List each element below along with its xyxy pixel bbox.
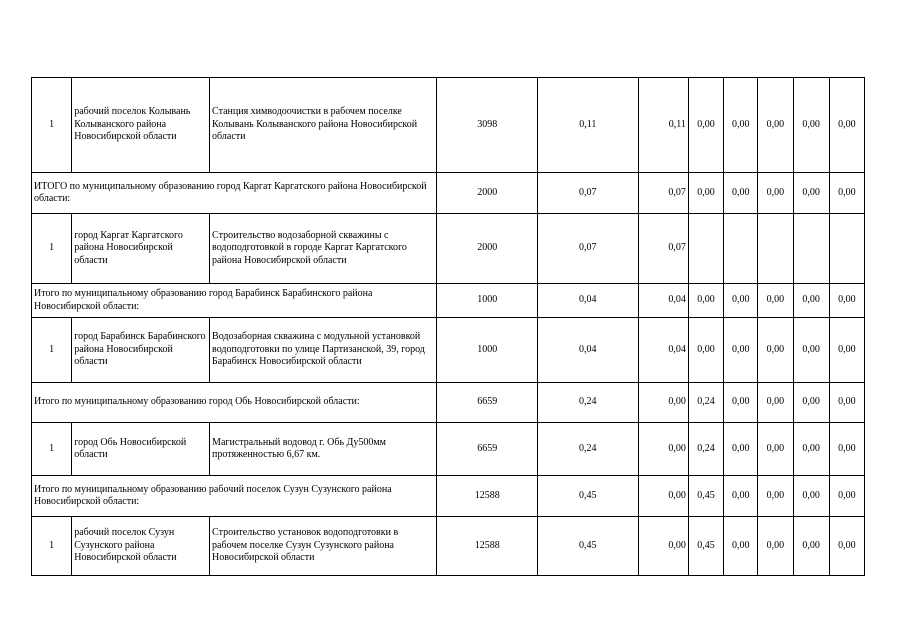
capacity-cell: 12588 — [437, 476, 538, 517]
municipality-cell: город Каргат Каргатского района Новосибирской области — [72, 214, 210, 284]
table-row — [32, 517, 865, 576]
year-1-cell: 0,07 — [638, 173, 688, 214]
row-number: 1 — [32, 318, 72, 383]
capacity-cell: 1000 — [437, 284, 538, 318]
year-4-cell: 0,00 — [758, 284, 793, 318]
year-3-cell: 0,00 — [724, 173, 758, 214]
municipality-cell: город Барабинск Барабинского района Новосибирской области — [72, 318, 210, 383]
table-row — [32, 78, 865, 173]
year-4-cell: 0,00 — [758, 173, 793, 214]
capacity-cell: 2000 — [437, 173, 538, 214]
municipality-cell: рабочий поселок Сузун Сузунского района Новосибирской области — [72, 517, 210, 576]
year-2-cell: 0,00 — [688, 284, 723, 318]
capacity-cell: 6659 — [437, 383, 538, 423]
cost-cell: 0,45 — [538, 476, 639, 517]
year-2-cell: 0,45 — [688, 517, 723, 576]
year-6-cell: 0,00 — [829, 476, 864, 517]
year-1-cell: 0,00 — [638, 423, 688, 476]
year-6-cell: 0,00 — [829, 383, 864, 423]
total-label: Итого по муниципальному образованию город Обь Новосибирской области: — [32, 383, 437, 423]
year-5-cell: 0,00 — [793, 383, 829, 423]
municipality-cell: город Обь Новосибирской области — [72, 423, 210, 476]
object-name-cell: Строительство установок водоподготовки в рабочем поселке Сузун Сузунского района Новосибирской области — [210, 517, 437, 576]
year-3-cell: 0,00 — [724, 284, 758, 318]
year-6-cell: 0,00 — [829, 423, 864, 476]
year-5-cell — [793, 214, 829, 284]
year-5-cell: 0,00 — [793, 284, 829, 318]
year-4-cell: 0,00 — [758, 78, 793, 173]
capacity-cell: 12588 — [437, 517, 538, 576]
total-row — [32, 284, 865, 318]
year-2-cell: 0,00 — [688, 78, 723, 173]
municipality-cell: рабочий поселок Колывань Колыванского района Новосибирской области — [72, 78, 210, 173]
year-2-cell: 0,00 — [688, 173, 723, 214]
cost-cell: 0,11 — [538, 78, 639, 173]
year-3-cell: 0,00 — [724, 318, 758, 383]
year-1-cell: 0,07 — [638, 214, 688, 284]
year-3-cell — [724, 214, 758, 284]
year-5-cell: 0,00 — [793, 318, 829, 383]
year-1-cell: 0,11 — [638, 78, 688, 173]
table-row — [32, 318, 865, 383]
year-3-cell: 0,00 — [724, 78, 758, 173]
cost-cell: 0,24 — [538, 383, 639, 423]
year-5-cell: 0,00 — [793, 78, 829, 173]
year-6-cell: 0,00 — [829, 517, 864, 576]
capacity-cell: 3098 — [437, 78, 538, 173]
object-name-cell: Станция химводоочистки в рабочем поселке Колывань Колыванского района Новосибирской области — [210, 78, 437, 173]
row-number: 1 — [32, 78, 72, 173]
cost-cell: 0,07 — [538, 173, 639, 214]
year-6-cell — [829, 214, 864, 284]
total-row — [32, 383, 865, 423]
year-4-cell — [758, 214, 793, 284]
total-row — [32, 173, 865, 214]
total-row — [32, 476, 865, 517]
row-number: 1 — [32, 214, 72, 284]
year-4-cell: 0,00 — [758, 517, 793, 576]
year-2-cell — [688, 214, 723, 284]
year-1-cell: 0,04 — [638, 318, 688, 383]
table-row — [32, 214, 865, 284]
year-1-cell: 0,00 — [638, 476, 688, 517]
year-5-cell: 0,00 — [793, 423, 829, 476]
year-6-cell: 0,00 — [829, 284, 864, 318]
year-6-cell: 0,00 — [829, 173, 864, 214]
year-3-cell: 0,00 — [724, 383, 758, 423]
total-label: ИТОГО по муниципальному образованию город Каргат Каргатского района Новосибирской области: — [32, 173, 437, 214]
row-number: 1 — [32, 423, 72, 476]
year-4-cell: 0,00 — [758, 476, 793, 517]
capacity-cell: 1000 — [437, 318, 538, 383]
year-5-cell: 0,00 — [793, 476, 829, 517]
year-2-cell: 0,24 — [688, 423, 723, 476]
year-3-cell: 0,00 — [724, 476, 758, 517]
year-6-cell: 0,00 — [829, 318, 864, 383]
year-2-cell: 0,45 — [688, 476, 723, 517]
object-name-cell: Строительство водозаборной скважины с водоподготовкой в городе Каргат Каргатского района Новосибирской области — [210, 214, 437, 284]
year-5-cell: 0,00 — [793, 517, 829, 576]
table-row — [32, 423, 865, 476]
object-name-cell: Водозаборная скважина с модульной установкой водоподготовки по улице Партизанской, 39, город Барабинск Новосибирской области — [210, 318, 437, 383]
capacity-cell: 2000 — [437, 214, 538, 284]
year-6-cell: 0,00 — [829, 78, 864, 173]
cost-cell: 0,24 — [538, 423, 639, 476]
object-name-cell: Магистральный водовод г. Обь Ду500мм протяженностью 6,67 км. — [210, 423, 437, 476]
total-label: Итого по муниципальному образованию рабочий поселок Сузун Сузунского района Новосибирской области: — [32, 476, 437, 517]
cost-cell: 0,04 — [538, 284, 639, 318]
year-4-cell: 0,00 — [758, 318, 793, 383]
year-1-cell: 0,00 — [638, 517, 688, 576]
capacity-cell: 6659 — [437, 423, 538, 476]
year-1-cell: 0,04 — [638, 284, 688, 318]
year-2-cell: 0,24 — [688, 383, 723, 423]
year-4-cell: 0,00 — [758, 383, 793, 423]
year-4-cell: 0,00 — [758, 423, 793, 476]
year-1-cell: 0,00 — [638, 383, 688, 423]
row-number: 1 — [32, 517, 72, 576]
year-3-cell: 0,00 — [724, 517, 758, 576]
total-label: Итого по муниципальному образованию город Барабинск Барабинского района Новосибирской области: — [32, 284, 437, 318]
cost-cell: 0,45 — [538, 517, 639, 576]
cost-cell: 0,07 — [538, 214, 639, 284]
program-table — [31, 77, 865, 576]
year-2-cell: 0,00 — [688, 318, 723, 383]
year-5-cell: 0,00 — [793, 173, 829, 214]
cost-cell: 0,04 — [538, 318, 639, 383]
year-3-cell: 0,00 — [724, 423, 758, 476]
